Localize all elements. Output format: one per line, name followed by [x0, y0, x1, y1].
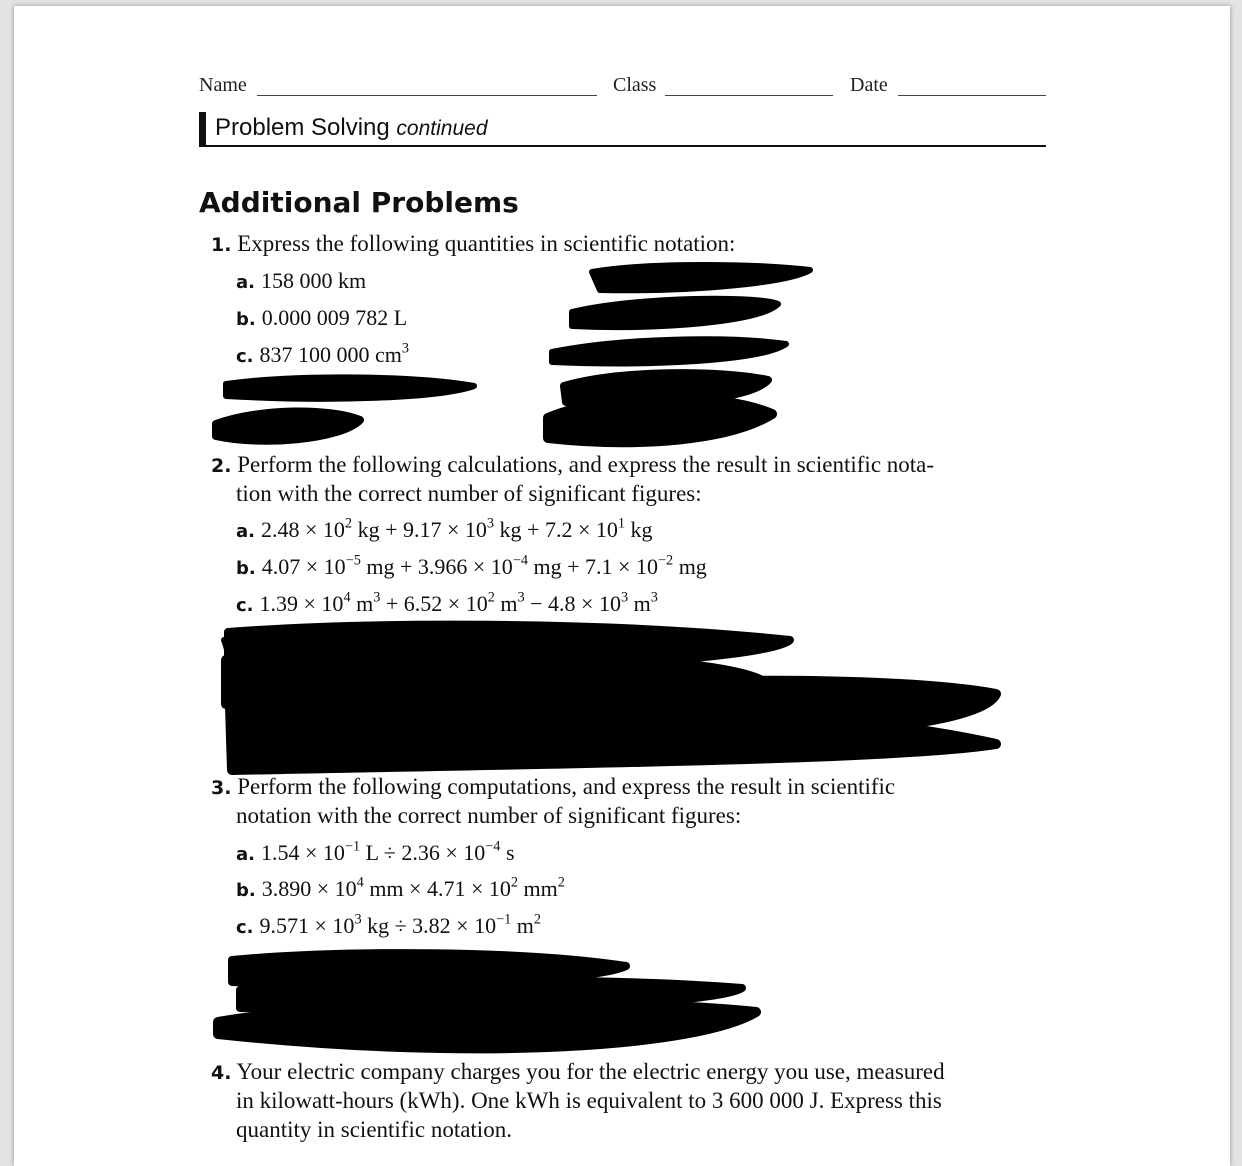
section-heading: Additional Problems — [199, 186, 519, 219]
page-subtitle: continued — [396, 117, 488, 140]
date-label: Date — [850, 74, 888, 96]
redaction-q1-d — [226, 377, 474, 398]
redaction-q1-g — [572, 299, 778, 327]
redaction-q1-h — [552, 339, 786, 363]
redaction-q1-j — [548, 398, 772, 442]
question-2: 2. Perform the following calculations, and express the result in scientific nota- — [211, 452, 935, 477]
q3-item-a: a. $1.54 \times 10^{-1}$ $L \div 2.36 \times 10^{-4}$ s — [236, 838, 515, 865]
question-4: 4. Your electric company charges you for the electric energy you use, measured — [211, 1059, 945, 1084]
q1-item-c: c. 837 100 000 $cm^3$ — [236, 340, 410, 367]
class-label: Class — [613, 74, 657, 96]
q2-item-c: c. $1.39 \times 10^4$ $m^3 + 6.52 \times 10^2$ $m^3 - 4.8 \times 10^3$ $m^3$ — [236, 589, 658, 616]
question-3: 3. Perform the following computations, and express the result in scientific — [211, 774, 896, 799]
redaction-q2-left — [224, 640, 280, 770]
question-4-line3: quantity in scientific notation. — [236, 1117, 512, 1142]
q2-item-b: b. $4.07 \times 10^{-5}$ mg + $3.966 \times 10^{-4}$ mg + $7.1 \times 10^{-2}$ mg — [236, 552, 707, 579]
q1-item-a: a. 158 000 km — [236, 268, 367, 293]
q3-item-c: c. $9.571 \times 10^3$ kg ÷ $3.82 \times 10^{-1}$ $m^2$ — [236, 911, 542, 938]
redaction-q3-f — [218, 1003, 756, 1048]
name-label: Name — [199, 74, 247, 96]
question-4-line2: in kilowatt-hours (kWh). One kWh is equivalent to 3 600 000 J. Express this — [236, 1088, 942, 1113]
question-2-line2: tion with the correct number of significant figures: — [236, 481, 702, 506]
page-title: Problem Solving continued — [215, 114, 488, 141]
redaction-q1-e — [216, 411, 360, 440]
q3-item-b: b. $3.890 \times 10^4$ mm × $4.71 \times 10^2$ $mm^2$ — [236, 874, 565, 901]
question-1: 1. Express the following quantities in scientific notation: — [211, 231, 736, 256]
question-3-line2: notation with the correct number of significant figures: — [236, 803, 742, 828]
redaction-q1-f — [592, 265, 810, 290]
q2-item-a: a. $2.48 \times 10^2$ kg + $9.17 \times 10^3$ kg + $7.2 \times 10^1$ kg — [236, 515, 653, 542]
q1-item-b: b. 0.000 009 782 L — [236, 305, 408, 330]
